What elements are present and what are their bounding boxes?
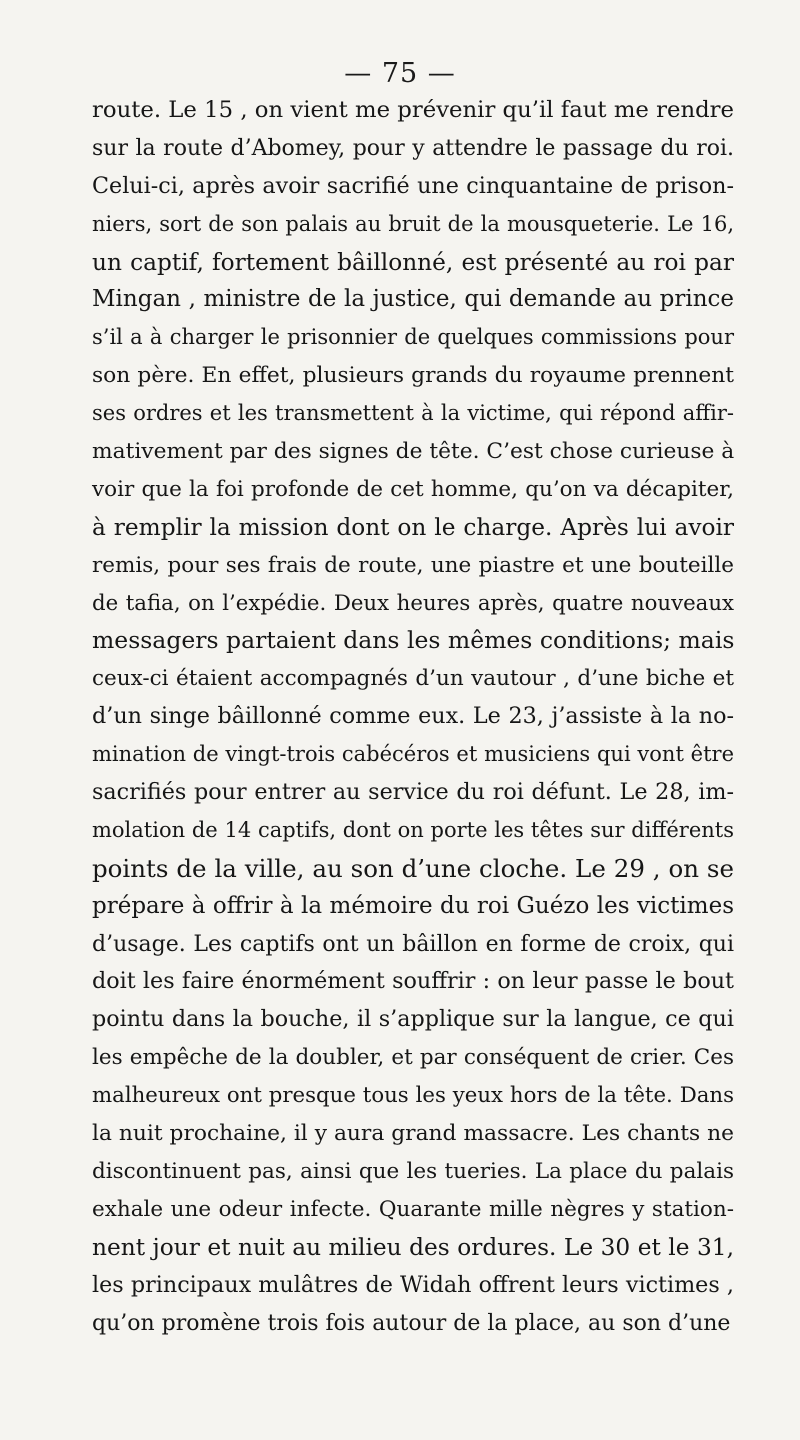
text-line: Celui-ci, après avoir sacrifié une cinquantaine de prison- (92, 172, 734, 199)
text-line: molation de 14 captifs, dont on porte les têtes sur différents (92, 817, 734, 842)
text-line: points de la ville, au son d’une cloche. Le 29 , on se (92, 853, 734, 883)
text-line: exhale une odeur infecte. Quarante mille nègres y station- (92, 1196, 734, 1222)
text-line: remis, pour ses frais de route, une piastre et une bouteille (92, 552, 734, 578)
text-line: les principaux mulâtres de Widah offrent leurs victimes , (92, 1271, 734, 1298)
text-line: sacrifiés pour entrer au service du roi défunt. Le 28, im- (92, 779, 734, 806)
text-line: messagers partaient dans les mêmes conditions; mais (92, 626, 735, 655)
body-text (92, 92, 734, 1342)
text-line: prépare à offrir à la mémoire du roi Guézo les victimes (92, 892, 734, 919)
text-line: s’il a à charger le prisonnier de quelques commissions pour (92, 325, 734, 350)
text-line: de tafia, on l’expédie. Deux heures après, quatre nouveaux (92, 590, 734, 616)
text-line: d’un singe bâillonné comme eux. Le 23, j’assiste à la no- (92, 703, 734, 730)
text-line: discontinuent pas, ainsi que les tueries. La place du palais (92, 1158, 734, 1184)
text-line: d’usage. Les captifs ont un bâillon en forme de croix, qui (92, 931, 734, 957)
text-line: pointu dans la bouche, il s’applique sur la langue, ce qui (92, 1006, 734, 1033)
text-line: malheureux ont presque tous les yeux hors de la tête. Dans (92, 1083, 734, 1109)
text-line: mativement par des signes de tête. C’est chose curieuse à (92, 439, 735, 465)
text-line: qu’on promène trois fois autour de la place, au son d’une (92, 1310, 731, 1336)
text-line: sur la route d’Abomey, pour y attendre le passage du roi. (92, 135, 734, 161)
text-line: les empêche de la doubler, et par conséquent de crier. Ces (92, 1045, 734, 1071)
text-line: à remplir la mission dont on le charge. Après lui avoir (92, 513, 734, 541)
text-line: route. Le 15 , on vient me prévenir qu’il faut me rendre (92, 97, 734, 123)
text-line: nent jour et nuit au milieu des ordures. Le 30 et le 31, (92, 1233, 734, 1261)
text-line: ceux-ci étaient accompagnés d’un vautour , d’une biche et (92, 666, 734, 692)
text-line: Mingan , ministre de la justice, qui demande au prince (92, 286, 734, 313)
text-line: son père. En effet, plusieurs grands du royaume prennent (92, 363, 734, 389)
text-line: doit les faire énormément souffrir : on leur passe le bout (92, 968, 734, 995)
text-line: mination de vingt-trois cabécéros et musiciens qui vont être (92, 742, 734, 767)
text-line: niers, sort de son palais au bruit de la mousqueterie. Le 16, (92, 211, 734, 236)
text-line: la nuit prochaine, il y aura grand massacre. Les chants ne (92, 1121, 734, 1147)
page-number: — 75 — (344, 58, 456, 89)
text-line: voir que la foi profonde de cet homme, qu’on va décapiter, (92, 476, 734, 502)
text-line: un captif, fortement bâillonné, est présenté au roi par (92, 248, 734, 276)
text-line: ses ordres et les transmettent à la victime, qui répond affir- (92, 401, 734, 426)
